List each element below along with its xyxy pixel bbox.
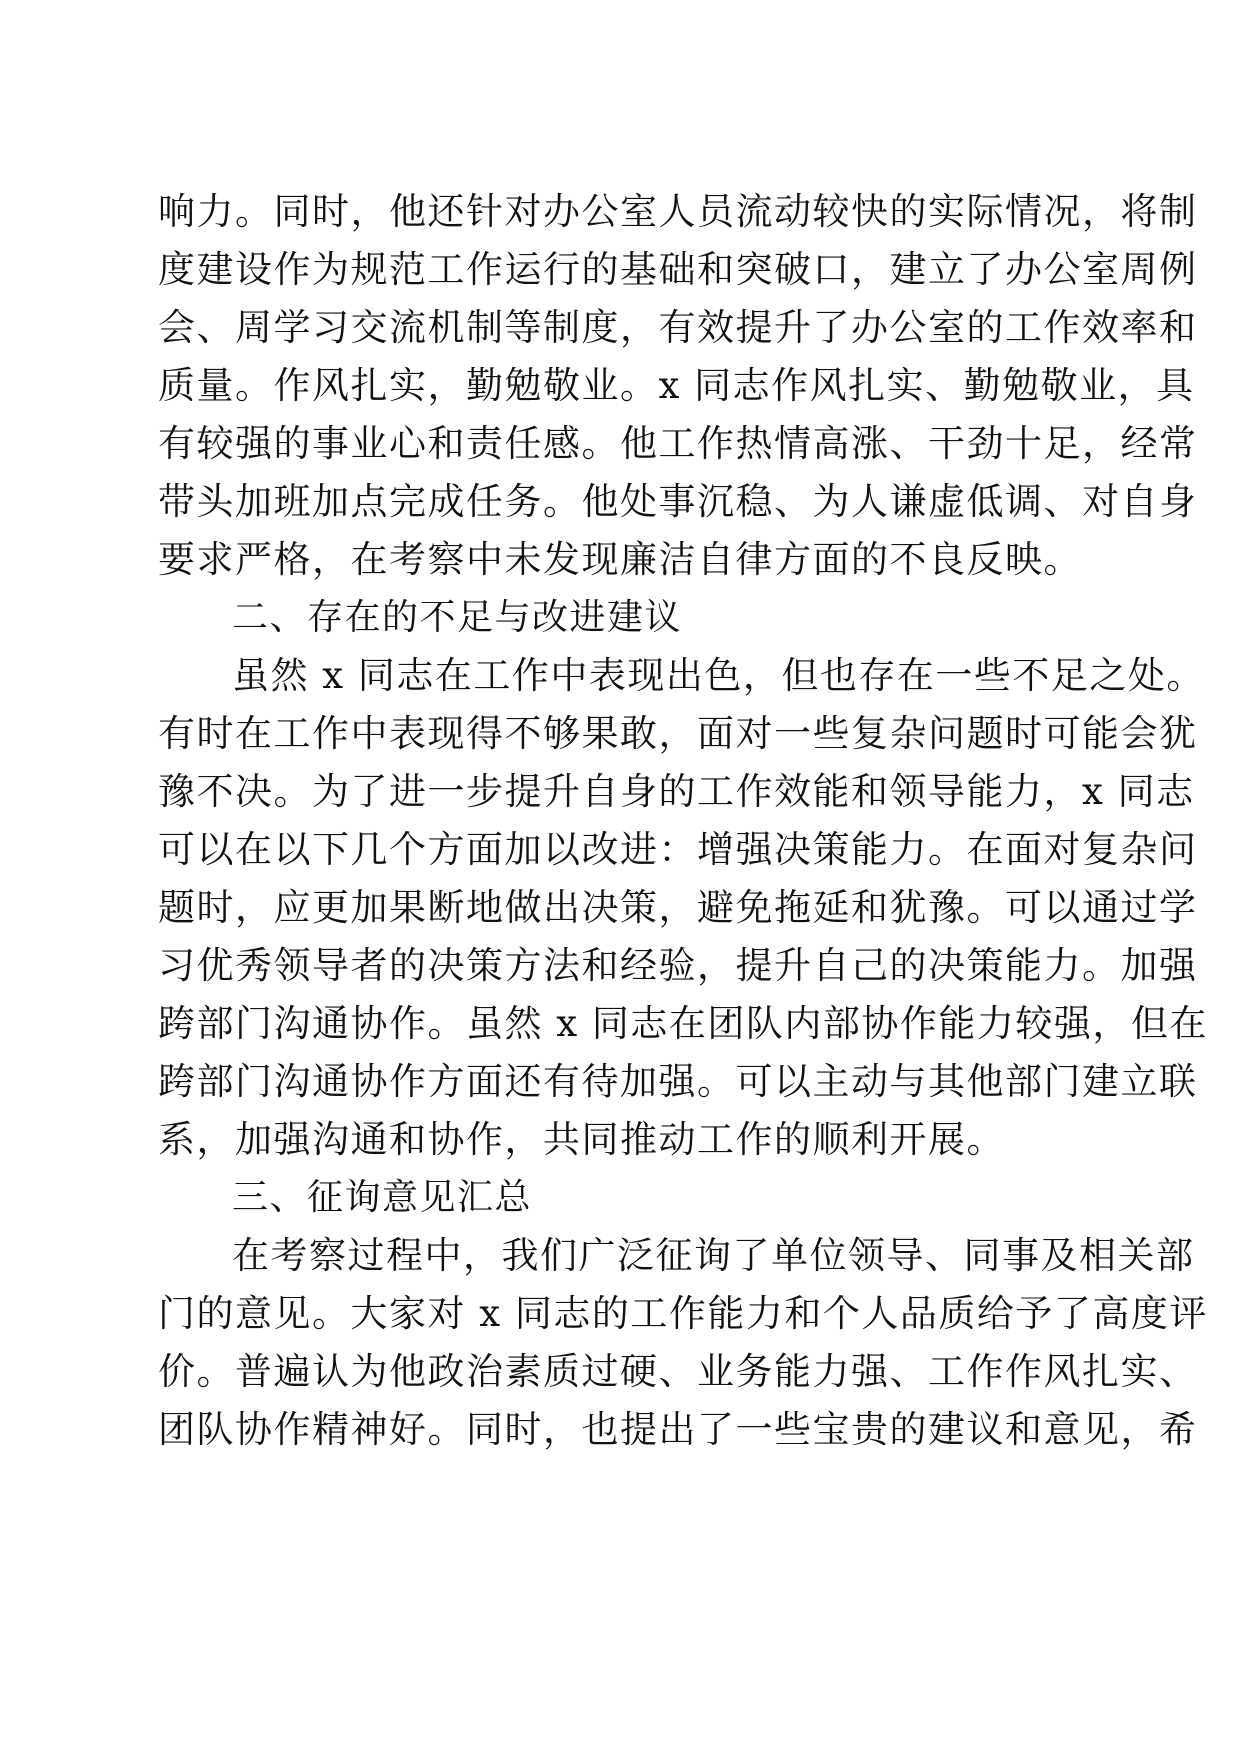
text-line: 题时，应更加果断地做出决策，避免拖延和犹豫。可以通过学 — [158, 886, 1198, 929]
paragraph-performance-continued — [158, 183, 1198, 589]
text-line: 有较强的事业心和责任感。他工作热情高涨、干劲十足，经常 — [158, 422, 1198, 465]
text-line: 团队协作精神好。同时，也提出了一些宝贵的建议和意见，希 — [158, 1408, 1198, 1451]
text-line: 响力。同时，他还针对办公室人员流动较快的实际情况，将制 — [158, 190, 1198, 233]
document-body — [158, 183, 1208, 1459]
text-line: 跨部门沟通协作方面还有待加强。可以主动与其他部门建立联 — [158, 1060, 1198, 1103]
text-line: 在考察过程中，我们广泛征询了单位领导、同事及相关部 — [232, 1234, 1195, 1277]
text-line: 系，加强沟通和协作，共同推动工作的顺利开展。 — [158, 1118, 1005, 1161]
text-line: 度建设作为规范工作运行的基础和突破口，建立了办公室周例 — [158, 248, 1198, 291]
text-line: 质量。作风扎实，勤勉敬业。x 同志作风扎实、勤勉敬业，具 — [158, 364, 1195, 407]
text-line: 会、周学习交流机制等制度，有效提升了办公室的工作效率和 — [158, 306, 1198, 349]
text-line: 有时在工作中表现得不够果敢，面对一些复杂问题时可能会犹 — [158, 712, 1198, 755]
text-line: 豫不决。为了进一步提升自身的工作效能和领导能力，x 同志 — [158, 770, 1195, 813]
section-heading-shortcomings: 二、存在的不足与改进建议 — [232, 597, 683, 638]
text-line: 要求严格，在考察中未发现廉洁自律方面的不良反映。 — [158, 538, 1082, 581]
text-line: 带头加班加点完成任务。他处事沉稳、为人谦虚低调、对自身 — [158, 480, 1198, 523]
text-line: 习优秀领导者的决策方法和经验，提升自己的决策能力。加强 — [158, 944, 1198, 987]
paragraph-opinions — [158, 1227, 1208, 1459]
text-line: 跨部门沟通协作。虽然 x 同志在团队内部协作能力较强，但在 — [158, 1002, 1208, 1045]
text-line: 价。普遍认为他政治素质过硬、业务能力强、工作作风扎实、 — [158, 1350, 1198, 1393]
text-line: 可以在以下几个方面加以改进：增强决策能力。在面对复杂问 — [158, 828, 1198, 871]
text-line: 门的意见。大家对 x 同志的工作能力和个人品质给予了高度评 — [158, 1292, 1208, 1335]
text-line: 虽然 x 同志在工作中表现出色，但也存在一些不足之处。 — [232, 654, 1205, 697]
paragraph-shortcomings — [158, 647, 1208, 1169]
section-heading-opinions: 三、征询意见汇总 — [232, 1177, 533, 1218]
